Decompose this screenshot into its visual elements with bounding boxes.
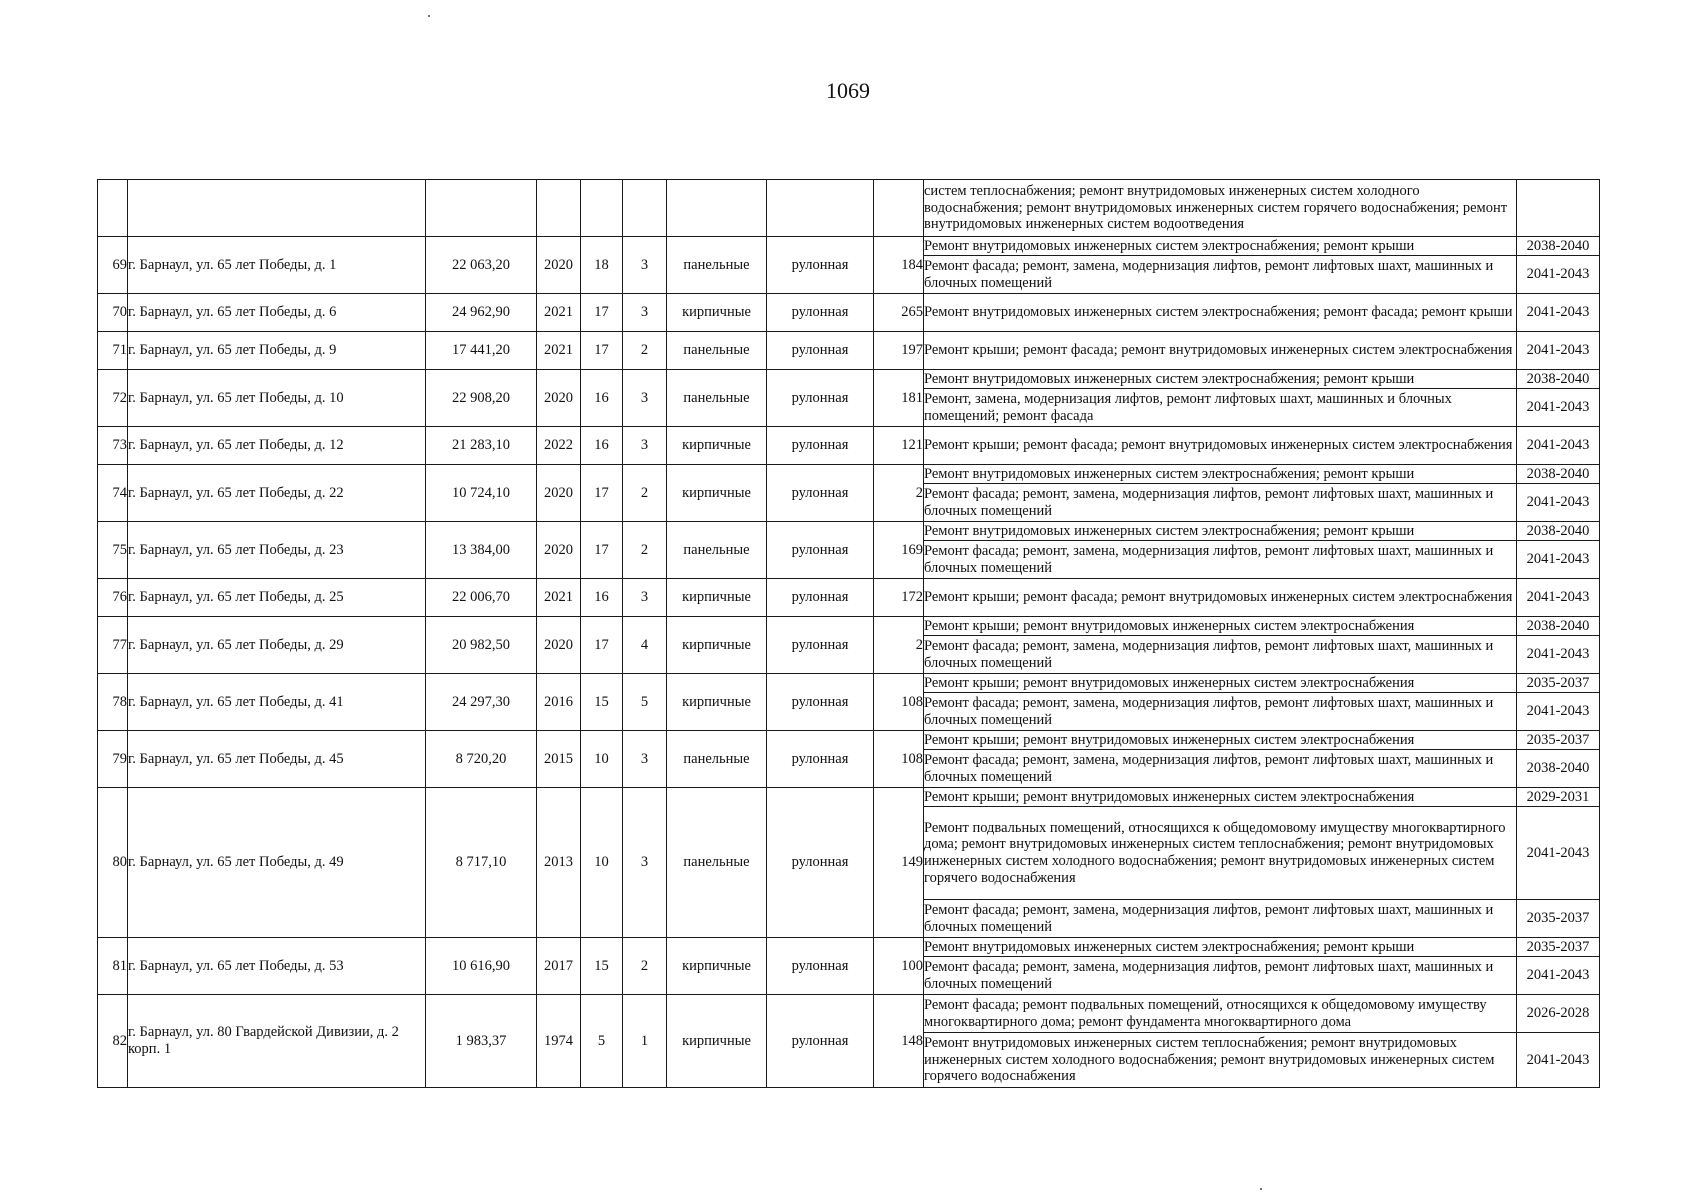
address-cell: г. Барнаул, ул. 65 лет Победы, д. 45 bbox=[128, 731, 426, 788]
period-cell: 2038-2040 bbox=[1517, 522, 1600, 541]
work-description: Ремонт фасада; ремонт, замена, модернизация лифтов, ремонт лифтовых шахт, машинных и блочных помещений bbox=[924, 256, 1517, 294]
work-description: Ремонт внутридомовых инженерных систем теплоснабжения; ремонт внутридомовых инженерных систем холодного водоснабжения; ремонт внутридомовых инженерных систем горячего водоснабжения bbox=[924, 1033, 1517, 1088]
flats-cell: 148 bbox=[874, 995, 924, 1088]
flats-cell: 108 bbox=[874, 731, 924, 788]
wall-material-cell: кирпичные bbox=[667, 617, 767, 674]
address-cell: г. Барнаул, ул. 65 лет Победы, д. 23 bbox=[128, 522, 426, 579]
wall-material-cell: панельные bbox=[667, 237, 767, 294]
floors-cell: 18 bbox=[581, 237, 623, 294]
area-cell: 1 983,37 bbox=[426, 995, 537, 1088]
roof-type-cell: рулонная bbox=[767, 788, 874, 938]
area-cell: 22 063,20 bbox=[426, 237, 537, 294]
year-cell: 2021 bbox=[537, 294, 581, 332]
row-number: 69 bbox=[98, 237, 128, 294]
floors-cell: 17 bbox=[581, 332, 623, 370]
row-number: 79 bbox=[98, 731, 128, 788]
entrances-cell: 1 bbox=[623, 995, 667, 1088]
work-description: Ремонт фасада; ремонт, замена, модернизация лифтов, ремонт лифтовых шахт, машинных и блочных помещений bbox=[924, 484, 1517, 522]
year-cell: 2021 bbox=[537, 579, 581, 617]
period-cell: 2038-2040 bbox=[1517, 370, 1600, 389]
entrances-cell: 3 bbox=[623, 427, 667, 465]
area-cell: 13 384,00 bbox=[426, 522, 537, 579]
table-row-continuation bbox=[98, 180, 1600, 237]
area-cell: 10 724,10 bbox=[426, 465, 537, 522]
empty-cell bbox=[623, 180, 667, 237]
period-cell: 2035-2037 bbox=[1517, 938, 1600, 957]
floors-cell: 16 bbox=[581, 370, 623, 427]
floors-cell: 5 bbox=[581, 995, 623, 1088]
period-cell: 2026-2028 bbox=[1517, 995, 1600, 1033]
address-cell: г. Барнаул, ул. 65 лет Победы, д. 53 bbox=[128, 938, 426, 995]
area-cell: 8 717,10 bbox=[426, 788, 537, 938]
table-row bbox=[98, 674, 1600, 693]
floors-cell: 16 bbox=[581, 579, 623, 617]
empty-cell bbox=[426, 180, 537, 237]
work-description: Ремонт фасада; ремонт, замена, модернизация лифтов, ремонт лифтовых шахт, машинных и блочных помещений bbox=[924, 900, 1517, 938]
entrances-cell: 3 bbox=[623, 237, 667, 294]
roof-type-cell: рулонная bbox=[767, 237, 874, 294]
roof-type-cell: рулонная bbox=[767, 522, 874, 579]
entrances-cell: 2 bbox=[623, 938, 667, 995]
work-description: Ремонт фасада; ремонт, замена, модернизация лифтов, ремонт лифтовых шахт, машинных и блочных помещений bbox=[924, 693, 1517, 731]
period-cell: 2041-2043 bbox=[1517, 1033, 1600, 1088]
address-cell: г. Барнаул, ул. 65 лет Победы, д. 25 bbox=[128, 579, 426, 617]
roof-type-cell: рулонная bbox=[767, 731, 874, 788]
flats-cell: 121 bbox=[874, 427, 924, 465]
entrances-cell: 2 bbox=[623, 522, 667, 579]
address-cell: г. Барнаул, ул. 65 лет Победы, д. 41 bbox=[128, 674, 426, 731]
table-row bbox=[98, 788, 1600, 807]
period-cell: 2041-2043 bbox=[1517, 579, 1600, 617]
table-row bbox=[98, 237, 1600, 256]
table-row bbox=[98, 294, 1600, 332]
work-description: Ремонт фасада; ремонт, замена, модернизация лифтов, ремонт лифтовых шахт, машинных и блочных помещений bbox=[924, 636, 1517, 674]
entrances-cell: 3 bbox=[623, 731, 667, 788]
wall-material-cell: панельные bbox=[667, 788, 767, 938]
work-description: Ремонт внутридомовых инженерных систем электроснабжения; ремонт крыши bbox=[924, 938, 1517, 957]
empty-cell bbox=[98, 180, 128, 237]
table-row bbox=[98, 522, 1600, 541]
work-description: Ремонт крыши; ремонт фасада; ремонт внутридомовых инженерных систем электроснабжения bbox=[924, 427, 1517, 465]
table-row bbox=[98, 579, 1600, 617]
roof-type-cell: рулонная bbox=[767, 294, 874, 332]
work-description: Ремонт внутридомовых инженерных систем электроснабжения; ремонт фасада; ремонт крыши bbox=[924, 294, 1517, 332]
address-cell: г. Барнаул, ул. 80 Гвардейской Дивизии, д. 2 корп. 1 bbox=[128, 995, 426, 1088]
table-row bbox=[98, 427, 1600, 465]
roof-type-cell: рулонная bbox=[767, 938, 874, 995]
table-row bbox=[98, 332, 1600, 370]
floors-cell: 17 bbox=[581, 294, 623, 332]
table-row bbox=[98, 617, 1600, 636]
work-description: Ремонт фасада; ремонт подвальных помещений, относящихся к общедомовому имуществу многоквартирного дома; ремонт фундамента многоквартирного дома bbox=[924, 995, 1517, 1033]
empty-cell bbox=[874, 180, 924, 237]
flats-cell: 265 bbox=[874, 294, 924, 332]
flats-cell: 2 bbox=[874, 617, 924, 674]
wall-material-cell: кирпичные bbox=[667, 579, 767, 617]
floors-cell: 10 bbox=[581, 731, 623, 788]
address-cell: г. Барнаул, ул. 65 лет Победы, д. 10 bbox=[128, 370, 426, 427]
roof-type-cell: рулонная bbox=[767, 674, 874, 731]
row-number: 75 bbox=[98, 522, 128, 579]
row-number: 81 bbox=[98, 938, 128, 995]
flats-cell: 108 bbox=[874, 674, 924, 731]
empty-cell bbox=[128, 180, 426, 237]
area-cell: 17 441,20 bbox=[426, 332, 537, 370]
work-description: Ремонт крыши; ремонт фасада; ремонт внутридомовых инженерных систем электроснабжения bbox=[924, 332, 1517, 370]
wall-material-cell: панельные bbox=[667, 370, 767, 427]
empty-cell bbox=[667, 180, 767, 237]
repair-program-table bbox=[97, 179, 1600, 1088]
year-cell: 2020 bbox=[537, 370, 581, 427]
address-cell: г. Барнаул, ул. 65 лет Победы, д. 1 bbox=[128, 237, 426, 294]
work-description: Ремонт крыши; ремонт внутридомовых инженерных систем электроснабжения bbox=[924, 617, 1517, 636]
area-cell: 24 962,90 bbox=[426, 294, 537, 332]
empty-cell bbox=[581, 180, 623, 237]
area-cell: 22 006,70 bbox=[426, 579, 537, 617]
floors-cell: 15 bbox=[581, 674, 623, 731]
row-number: 76 bbox=[98, 579, 128, 617]
address-cell: г. Барнаул, ул. 65 лет Победы, д. 49 bbox=[128, 788, 426, 938]
empty-cell bbox=[767, 180, 874, 237]
wall-material-cell: кирпичные bbox=[667, 938, 767, 995]
empty-cell bbox=[537, 180, 581, 237]
period-cell: 2041-2043 bbox=[1517, 427, 1600, 465]
address-cell: г. Барнаул, ул. 65 лет Победы, д. 12 bbox=[128, 427, 426, 465]
work-description: Ремонт фасада; ремонт, замена, модернизация лифтов, ремонт лифтовых шахт, машинных и блочных помещений bbox=[924, 541, 1517, 579]
floors-cell: 17 bbox=[581, 522, 623, 579]
period-cell: 2035-2037 bbox=[1517, 674, 1600, 693]
address-cell: г. Барнаул, ул. 65 лет Победы, д. 9 bbox=[128, 332, 426, 370]
flats-cell: 181 bbox=[874, 370, 924, 427]
address-cell: г. Барнаул, ул. 65 лет Победы, д. 22 bbox=[128, 465, 426, 522]
work-description: Ремонт подвальных помещений, относящихся к общедомовому имуществу многоквартирного дома; ремонт внутридомовых инженерных систем теплоснабжения; ремонт внутридомовых инженерных систем холодного водоснабжения; ремонт внутридомовых инженерных систем горячего водоснабжения bbox=[924, 807, 1517, 900]
flats-cell: 169 bbox=[874, 522, 924, 579]
period-cell: 2041-2043 bbox=[1517, 332, 1600, 370]
period-cell: 2035-2037 bbox=[1517, 731, 1600, 750]
year-cell: 1974 bbox=[537, 995, 581, 1088]
period-cell: 2038-2040 bbox=[1517, 465, 1600, 484]
period-cell: 2041-2043 bbox=[1517, 807, 1600, 900]
address-cell: г. Барнаул, ул. 65 лет Победы, д. 29 bbox=[128, 617, 426, 674]
scan-speck bbox=[428, 15, 430, 17]
roof-type-cell: рулонная bbox=[767, 617, 874, 674]
work-description: Ремонт крыши; ремонт внутридомовых инженерных систем электроснабжения bbox=[924, 674, 1517, 693]
roof-type-cell: рулонная bbox=[767, 427, 874, 465]
wall-material-cell: панельные bbox=[667, 522, 767, 579]
period-cell: 2038-2040 bbox=[1517, 237, 1600, 256]
roof-type-cell: рулонная bbox=[767, 579, 874, 617]
floors-cell: 15 bbox=[581, 938, 623, 995]
entrances-cell: 3 bbox=[623, 294, 667, 332]
period-cell: 2041-2043 bbox=[1517, 484, 1600, 522]
address-cell: г. Барнаул, ул. 65 лет Победы, д. 6 bbox=[128, 294, 426, 332]
page-number: 1069 bbox=[826, 78, 870, 103]
year-cell: 2020 bbox=[537, 237, 581, 294]
flats-cell: 184 bbox=[874, 237, 924, 294]
entrances-cell: 4 bbox=[623, 617, 667, 674]
period-cell: 2035-2037 bbox=[1517, 900, 1600, 938]
roof-type-cell: рулонная bbox=[767, 332, 874, 370]
flats-cell: 100 bbox=[874, 938, 924, 995]
entrances-cell: 5 bbox=[623, 674, 667, 731]
period-cell: 2029-2031 bbox=[1517, 788, 1600, 807]
work-description: Ремонт крыши; ремонт внутридомовых инженерных систем электроснабжения bbox=[924, 731, 1517, 750]
wall-material-cell: кирпичные bbox=[667, 465, 767, 522]
row-number: 72 bbox=[98, 370, 128, 427]
roof-type-cell: рулонная bbox=[767, 995, 874, 1088]
area-cell: 20 982,50 bbox=[426, 617, 537, 674]
area-cell: 21 283,10 bbox=[426, 427, 537, 465]
period-cell: 2041-2043 bbox=[1517, 256, 1600, 294]
flats-cell: 172 bbox=[874, 579, 924, 617]
wall-material-cell: панельные bbox=[667, 731, 767, 788]
row-number: 77 bbox=[98, 617, 128, 674]
period-cell: 2041-2043 bbox=[1517, 636, 1600, 674]
floors-cell: 17 bbox=[581, 465, 623, 522]
entrances-cell: 3 bbox=[623, 370, 667, 427]
work-description: Ремонт фасада; ремонт, замена, модернизация лифтов, ремонт лифтовых шахт, машинных и блочных помещений bbox=[924, 957, 1517, 995]
period-cell: 2038-2040 bbox=[1517, 617, 1600, 636]
row-number: 78 bbox=[98, 674, 128, 731]
entrances-cell: 3 bbox=[623, 788, 667, 938]
year-cell: 2013 bbox=[537, 788, 581, 938]
work-description: Ремонт крыши; ремонт фасада; ремонт внутридомовых инженерных систем электроснабжения bbox=[924, 579, 1517, 617]
flats-cell: 197 bbox=[874, 332, 924, 370]
period-cell: 2041-2043 bbox=[1517, 389, 1600, 427]
period-cell: 2041-2043 bbox=[1517, 294, 1600, 332]
roof-type-cell: рулонная bbox=[767, 370, 874, 427]
floors-cell: 16 bbox=[581, 427, 623, 465]
wall-material-cell: кирпичные bbox=[667, 427, 767, 465]
work-description: Ремонт фасада; ремонт, замена, модернизация лифтов, ремонт лифтовых шахт, машинных и блочных помещений bbox=[924, 750, 1517, 788]
wall-material-cell: кирпичные bbox=[667, 294, 767, 332]
area-cell: 10 616,90 bbox=[426, 938, 537, 995]
work-description: Ремонт внутридомовых инженерных систем электроснабжения; ремонт крыши bbox=[924, 522, 1517, 541]
table-row bbox=[98, 995, 1600, 1033]
year-cell: 2017 bbox=[537, 938, 581, 995]
wall-material-cell: кирпичные bbox=[667, 995, 767, 1088]
flats-cell: 2 bbox=[874, 465, 924, 522]
year-cell: 2020 bbox=[537, 522, 581, 579]
row-number: 73 bbox=[98, 427, 128, 465]
year-cell: 2020 bbox=[537, 465, 581, 522]
table-row bbox=[98, 370, 1600, 389]
entrances-cell: 3 bbox=[623, 579, 667, 617]
row-number: 74 bbox=[98, 465, 128, 522]
period-cell: 2041-2043 bbox=[1517, 693, 1600, 731]
period-cell bbox=[1517, 180, 1600, 237]
row-number: 82 bbox=[98, 995, 128, 1088]
year-cell: 2020 bbox=[537, 617, 581, 674]
flats-cell: 149 bbox=[874, 788, 924, 938]
year-cell: 2021 bbox=[537, 332, 581, 370]
entrances-cell: 2 bbox=[623, 465, 667, 522]
roof-type-cell: рулонная bbox=[767, 465, 874, 522]
work-description: Ремонт внутридомовых инженерных систем электроснабжения; ремонт крыши bbox=[924, 237, 1517, 256]
period-cell: 2041-2043 bbox=[1517, 541, 1600, 579]
year-cell: 2022 bbox=[537, 427, 581, 465]
wall-material-cell: кирпичные bbox=[667, 674, 767, 731]
area-cell: 22 908,20 bbox=[426, 370, 537, 427]
table-row bbox=[98, 465, 1600, 484]
table-row bbox=[98, 731, 1600, 750]
row-number: 70 bbox=[98, 294, 128, 332]
year-cell: 2016 bbox=[537, 674, 581, 731]
wall-material-cell: панельные bbox=[667, 332, 767, 370]
area-cell: 8 720,20 bbox=[426, 731, 537, 788]
floors-cell: 10 bbox=[581, 788, 623, 938]
work-description: Ремонт внутридомовых инженерных систем электроснабжения; ремонт крыши bbox=[924, 370, 1517, 389]
row-number: 80 bbox=[98, 788, 128, 938]
period-cell: 2041-2043 bbox=[1517, 957, 1600, 995]
area-cell: 24 297,30 bbox=[426, 674, 537, 731]
floors-cell: 17 bbox=[581, 617, 623, 674]
period-cell: 2038-2040 bbox=[1517, 750, 1600, 788]
row-number: 71 bbox=[98, 332, 128, 370]
work-description: Ремонт крыши; ремонт внутридомовых инженерных систем электроснабжения bbox=[924, 788, 1517, 807]
table-row bbox=[98, 938, 1600, 957]
scan-speck bbox=[1260, 1188, 1262, 1190]
work-description: Ремонт внутридомовых инженерных систем электроснабжения; ремонт крыши bbox=[924, 465, 1517, 484]
work-description: Ремонт, замена, модернизация лифтов, ремонт лифтовых шахт, машинных и блочных помещений; ремонт фасада bbox=[924, 389, 1517, 427]
entrances-cell: 2 bbox=[623, 332, 667, 370]
year-cell: 2015 bbox=[537, 731, 581, 788]
work-description: систем теплоснабжения; ремонт внутридомовых инженерных систем холодного водоснабжения; ремонт внутридомовых инженерных систем горячего водоснабжения; ремонт внутридомовых инженерных систем водоотведения bbox=[924, 180, 1517, 237]
